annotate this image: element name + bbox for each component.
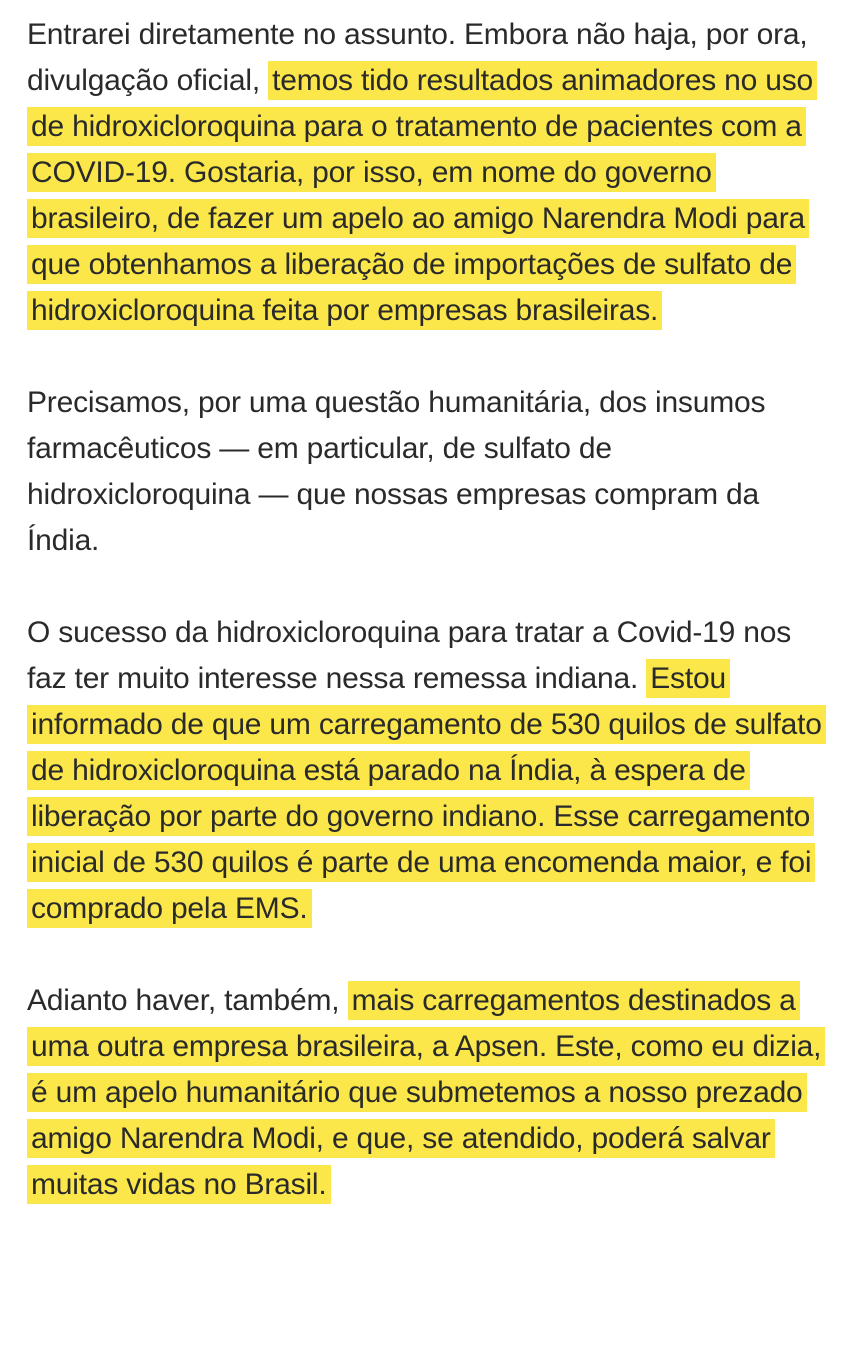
paragraph-4 [27, 978, 837, 1208]
paragraph-2 [27, 380, 837, 564]
paragraph-4-highlight: mais carregamentos destinados a uma outra empresa brasileira, a Apsen. Este, como eu dizia, é um apelo humanitário que submetemos a nosso prezado amigo Narendra Modi, e que, se atendido, poderá salvar muitas vidas no Brasil. [27, 981, 825, 1204]
paragraph-4-text: Adianto haver, também, [27, 984, 348, 1017]
article-body [27, 12, 837, 1254]
paragraph-3-text: O sucesso da hidroxicloroquina para tratar a Covid-19 nos faz ter muito interesse nessa remessa indiana. [27, 616, 792, 695]
paragraph-1-text: Entrarei diretamente no assunto. Embora não haja, por ora, divulgação oficial, [27, 18, 808, 97]
paragraph-3-highlight: Estou informado de que um carregamento de 530 quilos de sulfato de hidroxicloroquina está parado na Índia, à espera de liberação por parte do governo indiano. Esse carregamento inicial de 530 quilos é parte de uma encomenda maior, e foi comprado pela EMS. [27, 659, 826, 928]
paragraph-1 [27, 12, 837, 334]
paragraph-1-highlight: temos tido resultados animadores no uso de hidroxicloroquina para o tratamento de pacientes com a COVID-19. Gostaria, por isso, em nome do governo brasileiro, de fazer um apelo ao amigo Narendra Modi para que obtenhamos a liberação de importações de sulfato de hidroxicloroquina feita por empresas brasileiras. [27, 61, 817, 330]
paragraph-2-text: Precisamos, por uma questão humanitária, dos insumos farmacêuticos — em particular, de sulfato de hidroxicloroquina — que nossas empresas compram da Índia. [27, 386, 766, 557]
paragraph-3 [27, 610, 837, 932]
